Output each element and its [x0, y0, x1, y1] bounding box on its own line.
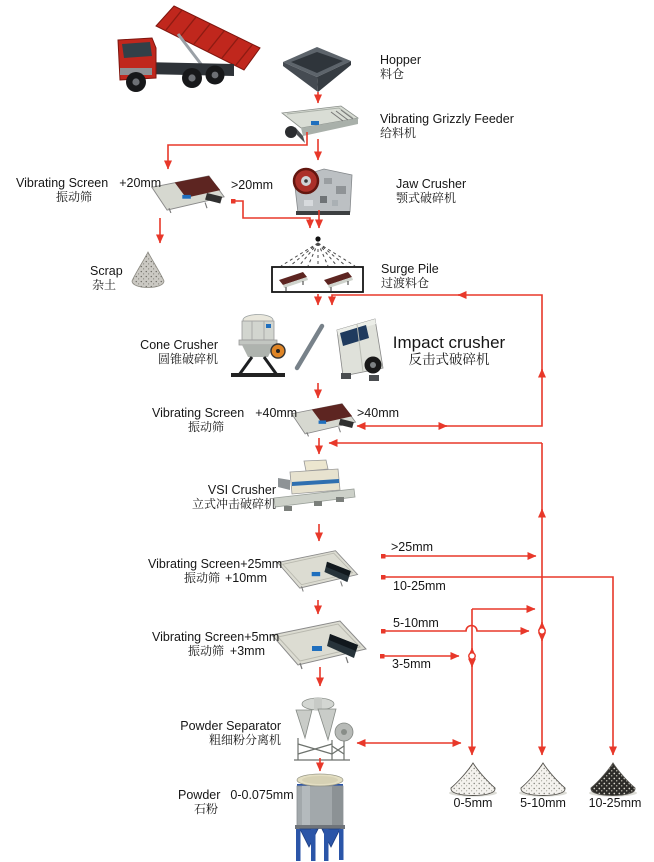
vsi-crusher-label-zh: 立式冲击破碎机 [191, 496, 276, 511]
screen1-label-zh: 振动筛 [56, 189, 93, 204]
pile-0-5mm-label: 0-5mm [453, 796, 493, 810]
screen1-size: +20mm [119, 176, 162, 190]
impact-crusher-label-zh: 反击式破碎机 [408, 352, 490, 367]
feeder-label-zh: 给料机 [380, 125, 417, 140]
stream-gt25-label: >25mm [391, 540, 434, 554]
screen3-label-zh: 振动筛 [184, 570, 221, 585]
screen1-label [16, 177, 161, 204]
surge-pile-label-en: Surge Pile [381, 262, 439, 276]
powder-label-en: Powder [178, 788, 221, 802]
cone-crusher-label [120, 339, 218, 366]
screen4-label-zh: 振动筛 [188, 643, 225, 658]
stream-10-25-label: 10-25mm [393, 579, 446, 593]
vsi-crusher-label [172, 484, 276, 511]
screen4-size2: +3mm [229, 643, 265, 658]
hopper-label-en: Hopper [380, 53, 421, 67]
hopper-label-zh: 料仓 [380, 66, 405, 81]
screen2-size: +40mm [255, 406, 298, 420]
scrap-label [90, 265, 123, 292]
impact-crusher-label [392, 334, 506, 367]
screen3-label [148, 557, 283, 585]
screen3-label-en: Vibrating Screen [148, 557, 241, 571]
pile-5-10mm-label: 5-10mm [520, 796, 566, 810]
jaw-crusher-label [396, 178, 466, 205]
screen1-label-en: Vibrating Screen [16, 176, 109, 190]
powder-label-zh: 石粉 [194, 801, 219, 816]
jaw-crusher-label-en: Jaw Crusher [396, 177, 467, 191]
vsi-crusher-label-en: VSI Crusher [207, 483, 276, 497]
pile-10-25mm-label: 10-25mm [588, 796, 642, 810]
powder-size: 0-0.075mm [230, 788, 294, 802]
screen4-label [152, 630, 280, 658]
powder-separator-label-zh: 粗细粉分离机 [208, 732, 281, 747]
screen4-label-en: Vibrating Screen [152, 630, 245, 644]
powder-separator-label-en: Powder Separator [180, 719, 281, 733]
jaw-crusher-label-zh: 颚式破碎机 [396, 190, 457, 205]
powder-separator-label [179, 720, 281, 747]
cone-crusher-label-zh: 圆锥破碎机 [157, 351, 218, 366]
feeder-label [380, 113, 514, 140]
scrap-label-en: Scrap [90, 264, 123, 278]
screen2-label [152, 407, 297, 434]
surge-pile-label [381, 263, 439, 290]
scrap-label-zh: 杂土 [92, 277, 117, 292]
cone-crusher-label-en: Cone Crusher [140, 338, 218, 352]
stream-3-5-label: 3-5mm [392, 657, 431, 671]
screen4-size1: +5mm [244, 630, 280, 644]
stream-gt20-label: >20mm [231, 178, 274, 192]
screen3-size2: +10mm [224, 570, 267, 585]
surge-pile-label-zh: 过渡料仓 [381, 275, 430, 290]
hopper-label [380, 54, 421, 81]
stream-5-10-label: 5-10mm [393, 616, 439, 630]
screen3-size1: +25mm [240, 557, 283, 571]
impact-crusher-label-en: Impact crusher [392, 333, 506, 352]
stream-gt40-label: >40mm [357, 406, 400, 420]
screen2-label-zh: 振动筛 [188, 419, 225, 434]
screen2-label-en: Vibrating Screen [152, 406, 245, 420]
powder-label [178, 789, 294, 816]
feeder-label-en: Vibrating Grizzly Feeder [380, 112, 514, 126]
